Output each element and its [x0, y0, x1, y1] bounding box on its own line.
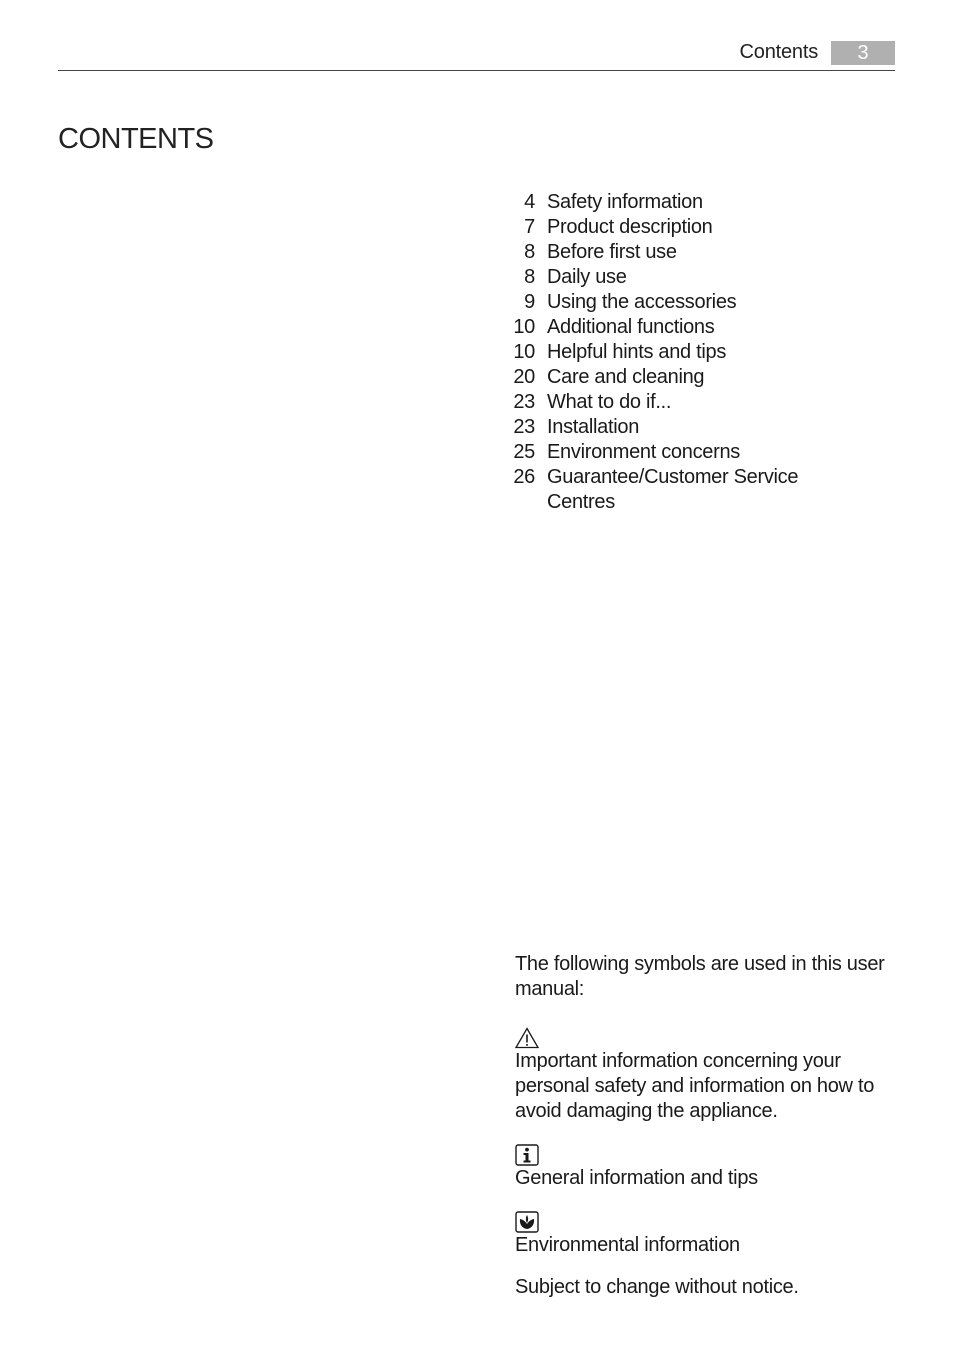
toc-page: 10	[513, 316, 535, 338]
header-section-label: Contents	[739, 41, 818, 63]
toc-page: 23	[513, 416, 535, 438]
toc-label: Using the accessories	[547, 291, 737, 313]
toc-item[interactable]	[500, 240, 900, 265]
toc-page: 26	[513, 466, 535, 488]
toc-page: 4	[524, 191, 535, 213]
toc-item[interactable]	[500, 365, 900, 390]
warning-triangle-icon	[515, 1027, 539, 1049]
info-icon	[515, 1144, 539, 1166]
toc-item[interactable]	[500, 315, 900, 340]
toc-item[interactable]	[500, 290, 900, 315]
toc-label: Installation	[547, 416, 640, 438]
toc-page: 9	[524, 291, 535, 313]
toc-label: Guarantee/Customer Service Centres	[547, 466, 799, 513]
toc-label: Before first use	[547, 241, 677, 263]
notice-text: Subject to change without notice.	[515, 1276, 799, 1298]
toc-label: Additional functions	[547, 316, 715, 338]
toc-label: Care and cleaning	[547, 366, 705, 388]
toc-label: Helpful hints and tips	[547, 341, 727, 363]
environment-text: Environmental information	[515, 1234, 740, 1256]
toc-item[interactable]	[500, 215, 900, 240]
toc-label: Product description	[547, 216, 713, 238]
toc-item[interactable]	[500, 390, 900, 415]
toc-label: Environment concerns	[547, 441, 740, 463]
header-divider	[58, 70, 895, 71]
toc-page: 20	[513, 366, 535, 388]
toc-item[interactable]	[500, 340, 900, 365]
page-number: 3	[831, 41, 895, 65]
environment-icon	[515, 1211, 539, 1233]
symbols-legend	[515, 952, 895, 1300]
warning-text: Important information concerning your personal safety and information on how to avoid damaging the appliance.	[515, 1050, 875, 1122]
toc-label: Daily use	[547, 266, 627, 288]
toc-page: 7	[524, 216, 535, 238]
info-text: General information and tips	[515, 1167, 758, 1189]
symbols-intro: The following symbols are used in this user manual:	[515, 953, 885, 1000]
toc-item[interactable]	[500, 415, 900, 440]
toc-page: 10	[513, 341, 535, 363]
toc-page: 25	[513, 441, 535, 463]
page-title: CONTENTS	[58, 123, 214, 156]
toc-item[interactable]	[500, 190, 900, 215]
toc-page: 8	[524, 266, 535, 288]
toc-label: What to do if...	[547, 391, 672, 413]
toc-page: 23	[513, 391, 535, 413]
toc-label: Safety information	[547, 191, 703, 213]
toc-item[interactable]	[500, 265, 900, 290]
table-of-contents	[500, 190, 900, 515]
toc-item[interactable]	[500, 440, 900, 465]
toc-item[interactable]	[500, 465, 900, 515]
toc-page: 8	[524, 241, 535, 263]
